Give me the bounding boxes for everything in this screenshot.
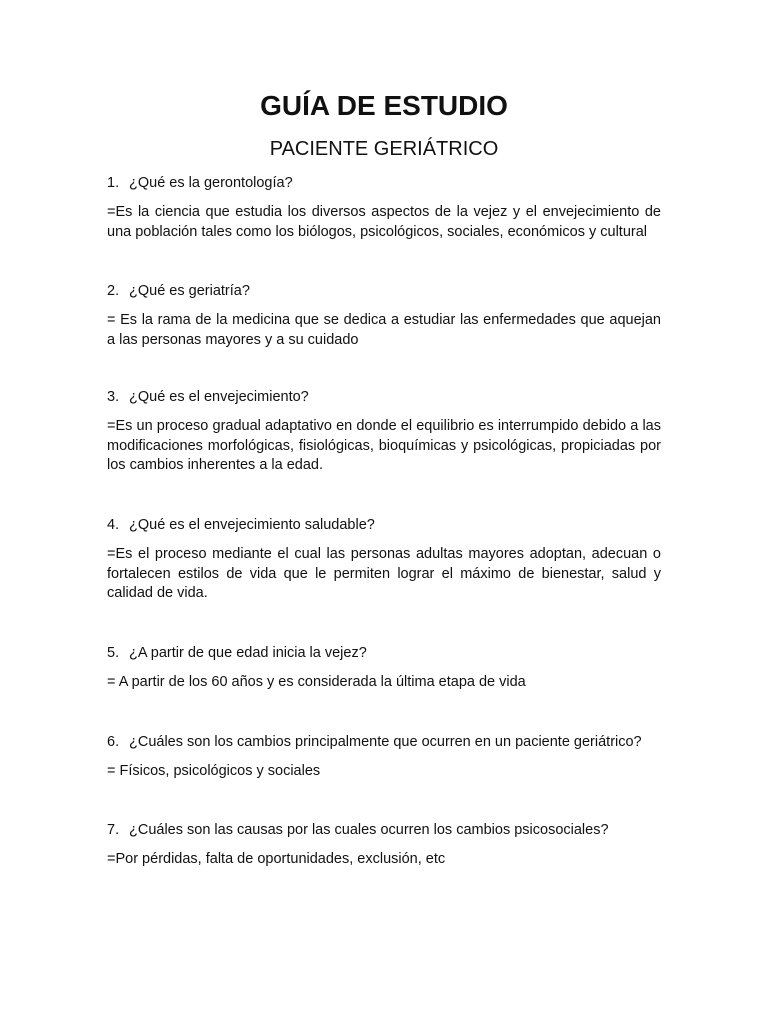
qa-item-1 xyxy=(107,174,661,242)
question-text: ¿Qué es geriatría? xyxy=(129,283,250,299)
answer-4: =Es el proceso mediante el cual las personas adultas mayores adoptan, adecuan o fortalecen estilos de vida que le permiten lograr el máximo de bienestar, salud y calidad de vida. xyxy=(107,546,661,601)
question-text: ¿Cuáles son los cambios principalmente que ocurren en un paciente geriátrico? xyxy=(129,734,642,750)
question-text: ¿Qué es el envejecimiento? xyxy=(129,389,309,405)
question-number: 2. xyxy=(107,283,120,299)
qa-item-7 xyxy=(107,821,661,870)
qa-item-3 xyxy=(107,388,661,476)
qa-item-5 xyxy=(107,644,661,693)
question-text: ¿Qué es el envejecimiento saludable? xyxy=(129,517,375,533)
question-number: 4. xyxy=(107,517,120,533)
question-number: 6. xyxy=(107,734,120,750)
qa-item-6 xyxy=(107,733,661,782)
question-text: ¿Cuáles son las causas por las cuales ocurren los cambios psicosociales? xyxy=(129,822,609,838)
question-number: 5. xyxy=(107,645,120,661)
question-7 xyxy=(107,821,661,840)
question-3 xyxy=(107,388,661,407)
question-4 xyxy=(107,516,661,535)
qa-item-4 xyxy=(107,516,661,604)
question-text: ¿A partir de que edad inicia la vejez? xyxy=(129,645,367,661)
answer-7: =Por pérdidas, falta de oportunidades, exclusión, etc xyxy=(107,851,446,867)
document-subtitle: PACIENTE GERIÁTRICO xyxy=(269,138,499,160)
answer-5: = A partir de los 60 años y es considerada la última etapa de vida xyxy=(107,674,526,690)
question-1 xyxy=(107,174,661,193)
answer-3: =Es un proceso gradual adaptativo en donde el equilibrio es interrumpido debido a las modificaciones morfológicas, fisiológicas, bioquímicas y psicológicas, propiciadas por los cambios inherentes a la edad. xyxy=(107,418,661,473)
answer-2: = Es la rama de la medicina que se dedica a estudiar las enfermedades que aquejan a las personas mayores y a su cuidado xyxy=(107,312,661,348)
answer-6: = Físicos, psicológicos y sociales xyxy=(107,763,321,779)
question-2 xyxy=(107,282,661,301)
question-5 xyxy=(107,644,661,663)
qa-item-2 xyxy=(107,282,661,350)
question-number: 7. xyxy=(107,822,120,838)
answer-1: =Es la ciencia que estudia los diversos aspectos de la vejez y el envejecimiento de una población tales como los biólogos, psicológicos, sociales, económicos y cultural xyxy=(107,204,661,240)
question-number: 3. xyxy=(107,389,120,405)
question-6 xyxy=(107,733,661,752)
question-text: ¿Qué es la gerontología? xyxy=(129,175,293,191)
document-title: GUÍA DE ESTUDIO xyxy=(260,90,508,121)
question-number: 1. xyxy=(107,175,120,191)
